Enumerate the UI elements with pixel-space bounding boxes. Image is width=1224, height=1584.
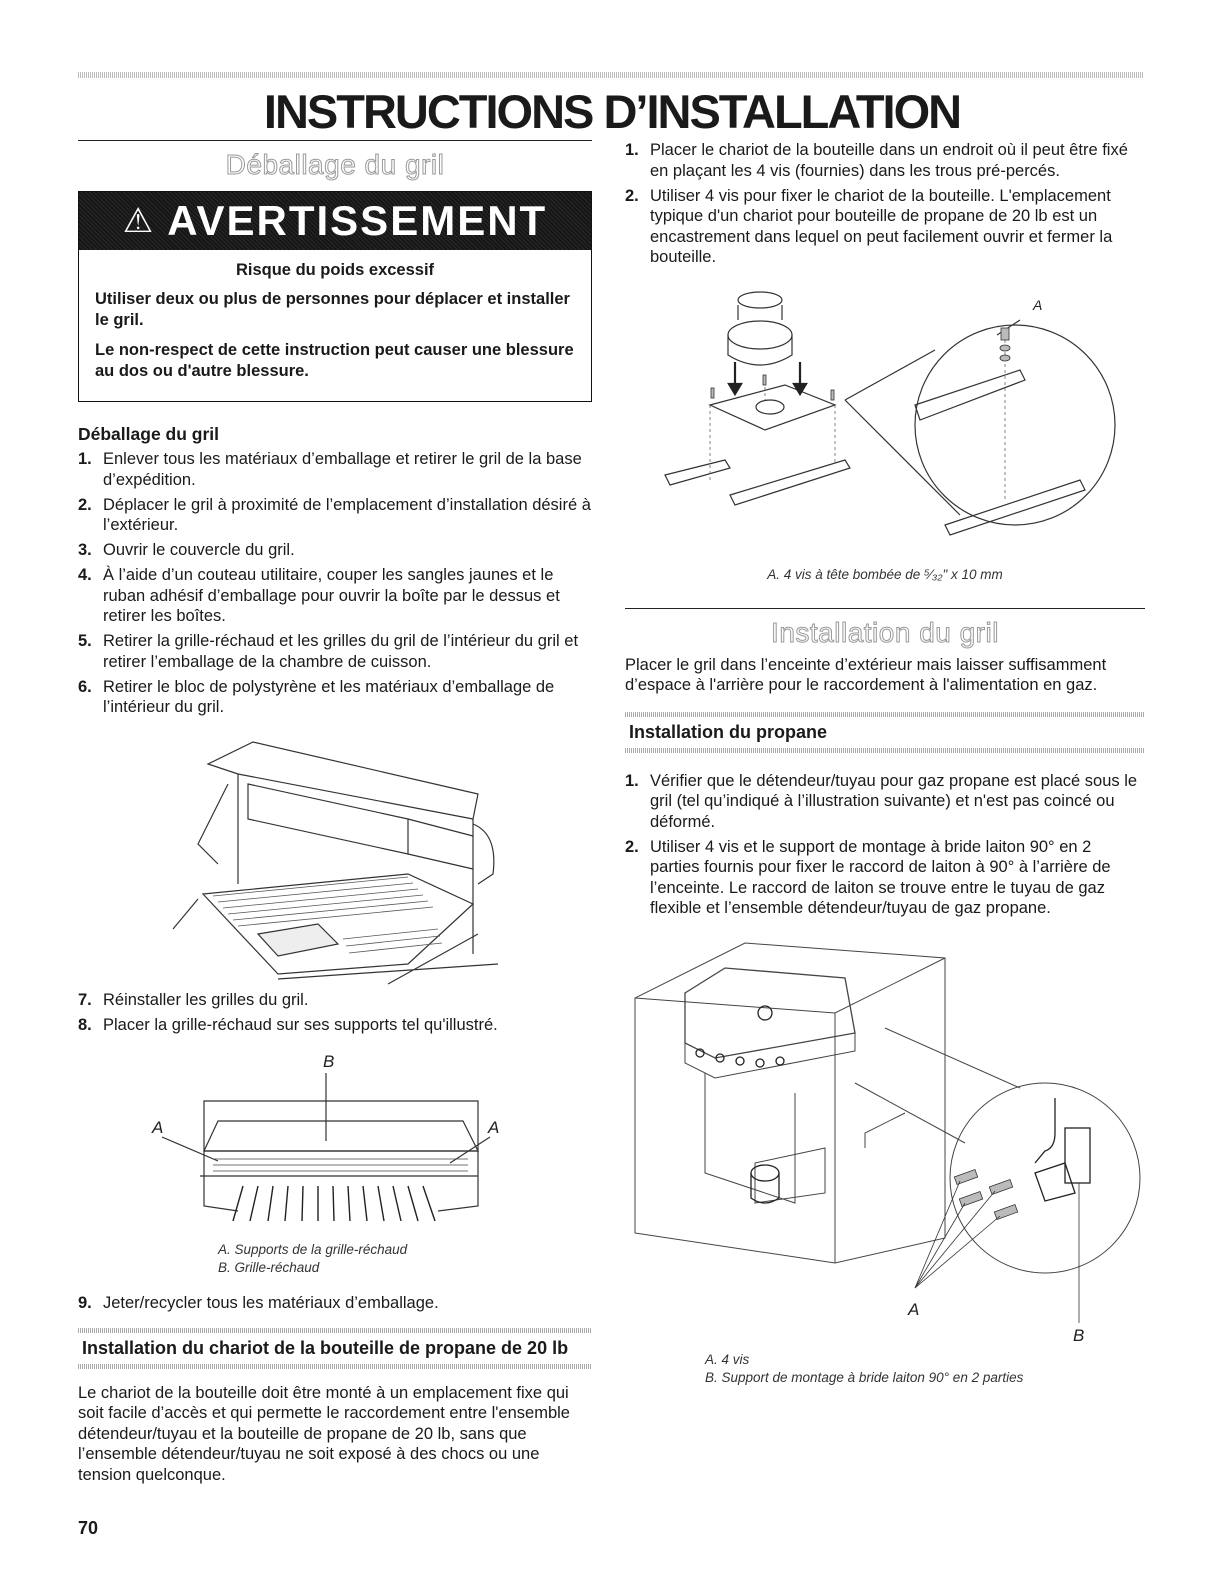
list-item: 1. Placer le chariot de la bouteille dans un endroit où il peut être fixé en plaçant les 4 vis (fournies) dans les trous pré-percés. [625,141,1128,180]
list-item: 5. Retirer la grille-réchaud et les grilles du gril de l’intérieur du gril et retirer l’emballage de la chambre de cuisson. [78,632,579,671]
page-title: INSTRUCTIONS D’INSTALLATION [263,85,961,138]
left-column [78,140,592,1485]
fig4-caption-a: A. 4 vis [705,1351,750,1367]
unpack-heading: Déballage du gril [78,424,219,444]
list-item: 2. Déplacer le gril à proximité de l’emplacement d’installation désiré à l’extérieur. [78,495,591,534]
list-item: 7. Réinstaller les grilles du gril. [78,990,309,1009]
warning-risk: Risque du poids excessif [235,261,435,279]
unpack-steps [78,449,592,718]
tank-cart-illustration [625,280,1145,560]
cart-heading: Installation du chariot de la bouteille de propane de 20 lb [78,1328,592,1369]
warning-box [78,191,592,402]
cart-paragraph: Le chariot de la bouteille doit être monté à un emplacement fixe qui soit facile d’accès et qui permette le raccordement entre l'ensemble détendeur/tuyau et la bouteille de propane de 20 lb, sans que l’ensemble détendeur/tuyau ne soit exposé à des chocs ou une tension quelconque. [78,1383,570,1484]
section-rule [625,608,1145,609]
fig4-label-a: A [908,1299,920,1319]
list-item: 6. Retirer le bloc de polystyrène et les matériaux d’emballage de l’intérieur du gril. [78,677,555,716]
page-number: 70 [78,1518,99,1538]
section-rule [78,140,592,141]
list-item: 2. Utiliser 4 vis et le support de montage à bride laiton 90° en 2 parties fournis pour fixer le raccord de laiton à 90° à l’arrière de l’enceinte. Le raccord de laiton se trouve entre le tuyau de gaz flexible et l’ensemble détendeur/tuyau de gaz propane. [625,837,1111,917]
right-column [625,140,1145,1387]
fig4-label-b: B [1073,1325,1085,1343]
fig3-label-a: A [1033,296,1043,313]
fig4-caption-b: B. Support de montage à bride laiton 90° en 2 parties [705,1369,1024,1385]
fig2-label-a-left: A [152,1118,164,1137]
install-paragraph: Placer le gril dans l’enceinte d’extérieur mais laisser suffisamment d’espace à l'arrière pour le raccordement à l'alimentation en gaz. [625,655,1107,694]
warning-label: AVERTISSEMENT [167,197,548,244]
warning-line-1: Utiliser deux ou plus de personnes pour déplacer et installer le gril. [95,290,570,329]
fig2-label-a-right: A [488,1118,500,1137]
fig2-caption-b: B. Grille-réchaud [218,1260,320,1275]
list-item: 4. À l’aide d’un couteau utilitaire, couper les sangles jaunes et le ruban adhésif d’emballage pour ouvrir la boîte par le dessus et retirer les boîtes. [78,566,560,625]
list-item: 1. Vérifier que le détendeur/tuyau pour gaz propane est placé sous le gril (tel qu’indiqué à l’illustration suivante) et n'est pas coincé ou déformé. [625,771,1138,831]
propane-heading: Installation du propane [625,712,1145,753]
list-item: 8. Placer la grille-réchaud sur ses supports tel qu'illustré. [78,1015,498,1034]
top-rule [78,72,1144,78]
grill-interior-illustration [78,724,592,986]
list-item: 9. Jeter/recycler tous les matériaux d’emballage. [78,1294,439,1312]
section-title-install: Installation du gril [771,616,999,648]
list-item: 3. Ouvrir le couvercle du gril. [78,541,295,559]
warning-triangle-icon: ⚠ [122,202,156,240]
warning-body [79,250,591,401]
cart-steps [625,140,1145,268]
section-title-unpacking: Déballage du gril [225,149,445,180]
list-item: 2. Utiliser 4 vis pour fixer le chariot de la bouteille. L'emplacement typique d'un chariot pour bouteille de propane de 20 lb est un encastrement dans lequel on peut facilement ouvrir et fermer la bouteille. [625,186,1113,266]
propane-steps [625,771,1145,919]
list-item: 1. Enlever tous les matériaux d’emballage et retirer le gril de la base d’expédition. [78,450,582,489]
fig2-label-b: B [323,1052,335,1071]
warming-rack-illustration [78,1041,592,1241]
fig2-caption-a: A. Supports de la grille-réchaud [218,1242,408,1257]
warning-header [79,192,591,250]
warning-line-2: Le non-respect de cette instruction peut causer une blessure au dos ou d'autre blessure. [95,341,574,380]
reinstall-steps [78,990,592,1036]
fig3-caption: A. 4 vis à tête bombée de ⁵⁄₃₂" x 10 mm [767,566,1003,582]
recycle-step [78,1293,592,1314]
grill-enclosure-illustration [625,933,1145,1343]
